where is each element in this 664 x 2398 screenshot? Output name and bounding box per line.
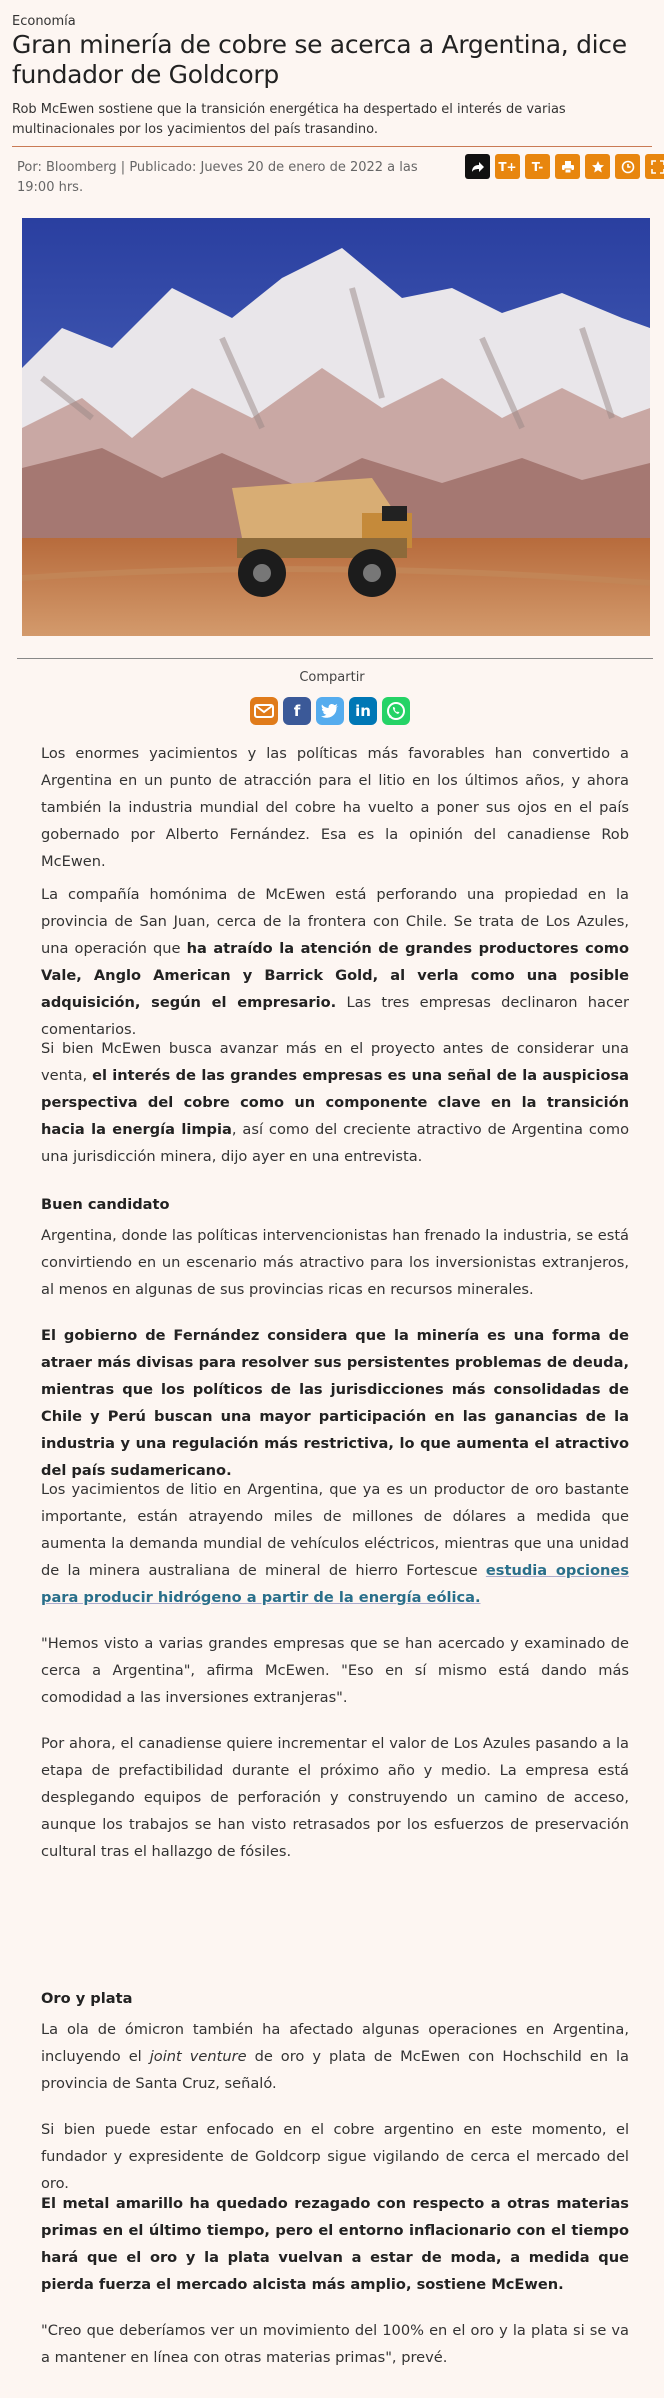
whatsapp-icon[interactable]: [382, 697, 410, 725]
share-buttons: [250, 697, 410, 725]
clock-icon[interactable]: [615, 154, 640, 179]
content-divider: [17, 658, 653, 659]
print-icon[interactable]: [555, 154, 580, 179]
paragraph-10: Si bien puede estar enfocado en el cobre argentino en este momento, el fundador y expresidente de Goldcorp sigue vigilando de cerca el mercado del oro.: [41, 2121, 629, 2192]
twitter-icon[interactable]: [316, 697, 344, 725]
article-byline: Por: Bloomberg | Publicado: Jueves 20 de enero de 2022 a las 19:00 hrs.: [17, 160, 418, 195]
paragraph-3: Si bien McEwen busca avanzar más en el proyecto antes de considerar una venta, el interés de las grandes empresas es una señal de la auspiciosa perspectiva del cobre como un componente clave en la transición hacia la energía limpia, así como del creciente atractivo de Argentina como una jurisdicción minera, dijo ayer en una entrevista.: [41, 1040, 630, 1165]
subheading-buen-candidato: Buen candidato: [41, 1196, 170, 1213]
paragraph-4: Argentina, donde las políticas intervencionistas han frenado la industria, se está convirtiendo en un escenario más atractivo para los inversionistas extranjeros, al menos en algunas de sus provincias ricas en recursos minerales.: [41, 1227, 629, 1298]
facebook-icon[interactable]: f: [283, 697, 311, 725]
header-divider: [12, 146, 652, 147]
article-subtitle: Rob McEwen sostiene que la transición energética ha despertado el interés de varias multinacionales por los yacimientos del país trasandino.: [12, 102, 566, 137]
paragraph-1: Los enormes yacimientos y las políticas más favorables han convertido a Argentina en un punto de atracción para el litio en los últimos años, y ahora también la industria mundial del cobre ha vuelto a poner sus ojos en el país gobernado por Alberto Fernández. Esa es la opinión del canadiense Rob McEwen.: [41, 745, 629, 870]
hydrogen-article-link[interactable]: estudia opciones para producir hidrógeno a partir de la energía eólica.: [41, 1562, 630, 1606]
paragraph-5: El gobierno de Fernández considera que la minería es una forma de atraer más divisas para resolver sus persistentes problemas de deuda, mientras que los políticos de las jurisdicciones más consolidadas de Chile y Perú buscan una mayor participación en las ganancias de la industria y una regulación más restrictiva, lo que aumenta el atractivo del país sudamericano.: [41, 1327, 629, 1479]
paragraph-12: "Creo que deberíamos ver un movimiento del 100% en el oro y la plata si se va a mantener en línea con otras materias primas", prevé.: [41, 2322, 629, 2366]
paragraph-2: La compañía homónima de McEwen está perforando una propiedad en la provincia de San Juan, cerca de la frontera con Chile. Se trata de Los Azules, una operación que ha atraído la atención de grandes productores como Vale, Anglo American y Barrick Gold, al verla como una posible adquisición, según el empresario. Las tres empresas declinaron hacer comentarios.: [41, 886, 629, 1038]
article-photo: [22, 218, 650, 636]
font-increase-button[interactable]: T+: [495, 154, 520, 179]
subheading-oro-y-plata: Oro y plata: [41, 1990, 133, 2007]
linkedin-icon[interactable]: in: [349, 697, 377, 725]
paragraph-11: El metal amarillo ha quedado rezagado con respecto a otras materias primas en el último tiempo, pero el entorno inflacionario con el tiempo hará que el oro y la plata vuelvan a estar de moda, a medida que pierda fuerza el mercado alcista más amplio, sostiene McEwen.: [41, 2195, 629, 2293]
paragraph-7: "Hemos visto a varias grandes empresas que se han acercado y examinado de cerca a Argentina", afirma McEwen. "Eso en sí mismo está dando más comodidad a las inversiones extranjeras".: [41, 1635, 629, 1706]
star-icon[interactable]: [585, 154, 610, 179]
share-label: Compartir: [299, 670, 365, 685]
expand-icon[interactable]: [645, 154, 664, 179]
article-toolbar: [465, 154, 664, 179]
section-label[interactable]: Economía: [12, 14, 76, 29]
font-decrease-button[interactable]: T-: [525, 154, 550, 179]
envelope-icon[interactable]: [250, 697, 278, 725]
article-title: Gran minería de cobre se acerca a Argentina, dice fundador de Goldcorp: [12, 30, 627, 89]
paragraph-6: Los yacimientos de litio en Argentina, que ya es un productor de oro bastante importante, están atrayendo miles de millones de dólares a medida que aumenta la demanda mundial de vehículos eléctricos, mientras que una unidad de la minera australiana de mineral de hierro Fortescue estudia opciones para producir hidrógeno a partir de la energía eólica.: [41, 1481, 630, 1606]
paragraph-8: Por ahora, el canadiense quiere incrementar el valor de Los Azules pasando a la etapa de prefactibilidad durante el próximo año y medio. La empresa está desplegando equipos de perforación y construyendo un camino de acceso, aunque los trabajos se han visto retrasados por los esfuerzos de preservación cultural tras el hallazgo de fósiles.: [41, 1735, 629, 1860]
share-icon[interactable]: [465, 154, 490, 179]
paragraph-9: La ola de ómicron también ha afectado algunas operaciones en Argentina, incluyendo el joint venture de oro y plata de McEwen con Hochschild en la provincia de Santa Cruz, señaló.: [41, 2021, 630, 2092]
